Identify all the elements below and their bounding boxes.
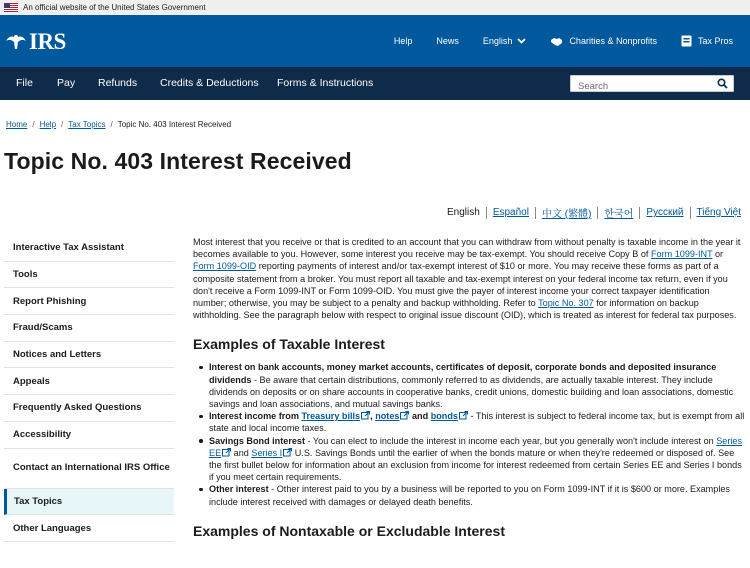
bullet-bold-text: Other interest (209, 484, 269, 495)
list-item (209, 483, 745, 507)
intro-text: reporting payments of interest and/or tax-exempt interest of $10 or more. You may receive these forms as part of a composite statement from a broker. You must report all taxable and tax-exempt interest on your federal income tax return, even if you don't receive a Form 1099-INT or Form 1099-OID. You must give the payer of interest income your correct taxpayer identification number; otherwise, you may be subject to a penalty and backup withholding. Refer to (193, 261, 728, 309)
bullet-separator: , (370, 411, 376, 422)
intro-text: for information on backup withholding. See the paragraph below with respect to original issue discount (OID), which is treated as interest for federal tax purposes. (193, 298, 737, 321)
logo-text: IRS (29, 29, 66, 54)
sidebar-item-other-languages[interactable]: Other Languages (4, 515, 174, 542)
search-input[interactable] (571, 79, 711, 94)
lang-divider (690, 207, 691, 219)
lang-divider (486, 207, 487, 219)
lang-divider (597, 207, 598, 219)
news-link-label: News (436, 36, 459, 46)
search-icon[interactable] (717, 78, 728, 89)
list-item (209, 410, 745, 434)
news-link[interactable] (436, 36, 459, 46)
help-link[interactable] (394, 36, 413, 46)
sidebar-item-fraud-scams[interactable]: Fraud/Scams (4, 315, 174, 342)
sidebar-item-tax-topics[interactable]: Tax Topics (4, 489, 174, 516)
intro-paragraph (193, 236, 745, 321)
nav-forms-instructions[interactable]: Forms & Instructions (277, 77, 374, 89)
search-box (570, 75, 734, 92)
lang-vietnamese[interactable]: Tiếng Việt (696, 207, 741, 218)
breadcrumb-separator: / (110, 120, 113, 129)
utility-nav (394, 15, 750, 67)
gov-banner-text: An official website of the United States Government (23, 3, 206, 12)
sidebar-item-faq[interactable]: Frequently Asked Questions (4, 395, 174, 422)
bullet-text: - Be aware that certain distributions, commonly referred to as dividends, are actually taxable interest. They include dividends on deposits or on share accounts in cooperative banks, credit unions, domestic building and loan associations, domestic savings and loan associations, and mutual savings banks. (209, 374, 734, 410)
intro-text: Most interest that you receive or that is credited to an account that you can withdraw from without penalty is taxable income in the year it becomes available to you. However, some interest you receive may be tax-exempt. You should receive Copy B of (193, 237, 741, 260)
nav-pay[interactable]: Pay (57, 77, 76, 89)
form-1099-int-link[interactable]: Form 1099-INT (650, 249, 713, 260)
page-title: Topic No. 403 Interest Received (4, 148, 352, 174)
language-bar (447, 205, 741, 220)
language-selector-label: English (482, 36, 513, 46)
nontaxable-interest-heading: Examples of Nontaxable or Excludable Interest (193, 522, 505, 539)
site-header (0, 15, 750, 67)
bullet-text: - You can elect to include the interest in income each year, but you generally won't include interest on (305, 435, 717, 446)
tax-pros-link[interactable] (681, 35, 733, 47)
external-link-icon (361, 411, 370, 420)
lang-divider (639, 207, 640, 219)
sidebar-nav (4, 235, 174, 542)
bullet-separator: and (409, 411, 431, 422)
charities-nonprofits-link[interactable] (550, 36, 657, 47)
breadcrumb-separator: / (32, 120, 35, 129)
topic-307-link[interactable]: Topic No. 307 (538, 298, 594, 309)
external-link-icon (222, 448, 231, 457)
breadcrumb-separator: / (61, 120, 64, 129)
external-link-icon (459, 411, 468, 420)
gov-banner (0, 0, 750, 15)
series-ee-link[interactable]: Series EE (209, 435, 743, 458)
bullet-text: - Other interest paid to you by a business will be reported to you on Form 1099-INT if it is $600 or more. Examples include interest received with damages or delayed death benefits. (209, 484, 730, 507)
tax-pros-label: Tax Pros (697, 36, 733, 46)
language-selector[interactable] (483, 36, 527, 46)
irs-logo[interactable] (5, 30, 66, 54)
lang-spanish[interactable]: Español (492, 207, 529, 218)
list-item (209, 435, 745, 484)
handshake-icon (550, 36, 563, 47)
eagle-icon (5, 33, 27, 51)
charities-nonprofits-label: Charities & Nonprofits (569, 36, 657, 46)
form-1099-oid-link[interactable]: Form 1099-OID (193, 261, 257, 272)
breadcrumb (6, 120, 231, 129)
sidebar-item-interactive-tax-assistant[interactable]: Interactive Tax Assistant (4, 235, 174, 262)
lang-english: English (447, 207, 480, 218)
main-content (193, 236, 745, 548)
breadcrumb-tax-topics[interactable]: Tax Topics (68, 120, 106, 129)
sidebar-item-appeals[interactable]: Appeals (4, 368, 174, 395)
list-item (209, 361, 745, 410)
breadcrumb-current: Topic No. 403 Interest Received (117, 120, 232, 129)
lang-chinese-traditional[interactable]: 中文 (繁體) (541, 209, 592, 220)
sidebar-item-international-office[interactable]: Contact an International IRS Office (4, 449, 174, 489)
nav-refunds[interactable]: Refunds (98, 77, 138, 89)
lang-divider (535, 207, 536, 219)
external-link-icon (283, 448, 292, 457)
id-card-icon (681, 35, 692, 47)
sidebar-item-tools[interactable]: Tools (4, 262, 174, 289)
bullet-bold-text: Interest on bank accounts, money market accounts, certificates of deposit, corporate bonds and deposited insurance dividends (209, 362, 717, 385)
sidebar-item-accessibility[interactable]: Accessibility (4, 422, 174, 449)
lang-russian[interactable]: Русский (646, 207, 684, 218)
breadcrumb-help[interactable]: Help (39, 120, 57, 129)
bullet-text: and (231, 447, 252, 458)
bonds-link[interactable]: bonds (430, 411, 458, 422)
bullet-text: - This interest is subject to federal income tax, but is exempt from all state and local income taxes. (209, 411, 745, 434)
bullet-bold-text: Interest income from (209, 411, 302, 422)
help-link-label: Help (393, 36, 413, 46)
main-nav (0, 67, 750, 100)
intro-text: or (712, 249, 724, 260)
series-i-link[interactable]: Series I (251, 447, 283, 458)
bullet-text: U.S. Savings Bonds until the earlier of when the bonds mature or when they're redeemed or disposed of. See the first bullet below for information about an exclusion from income for interest redeemed from certain Series EE and Series I bonds if you meet certain requirements. (209, 447, 742, 483)
sidebar-item-notices-letters[interactable]: Notices and Letters (4, 342, 174, 369)
nav-file[interactable]: File (16, 77, 33, 89)
nav-credits-deductions[interactable]: Credits & Deductions (160, 77, 259, 89)
sidebar-item-report-phishing[interactable]: Report Phishing (4, 288, 174, 315)
breadcrumb-home[interactable]: Home (6, 120, 28, 129)
us-flag-icon (4, 3, 18, 12)
taxable-interest-list (193, 361, 745, 507)
treasury-bills-link[interactable]: Treasury bills (301, 411, 361, 422)
chevron-down-icon (517, 38, 526, 44)
notes-link[interactable]: notes (375, 411, 400, 422)
lang-korean[interactable]: 한국어 (604, 209, 634, 220)
bullet-bold-text: Savings Bond interest (209, 435, 306, 446)
taxable-interest-heading: Examples of Taxable Interest (193, 336, 385, 353)
